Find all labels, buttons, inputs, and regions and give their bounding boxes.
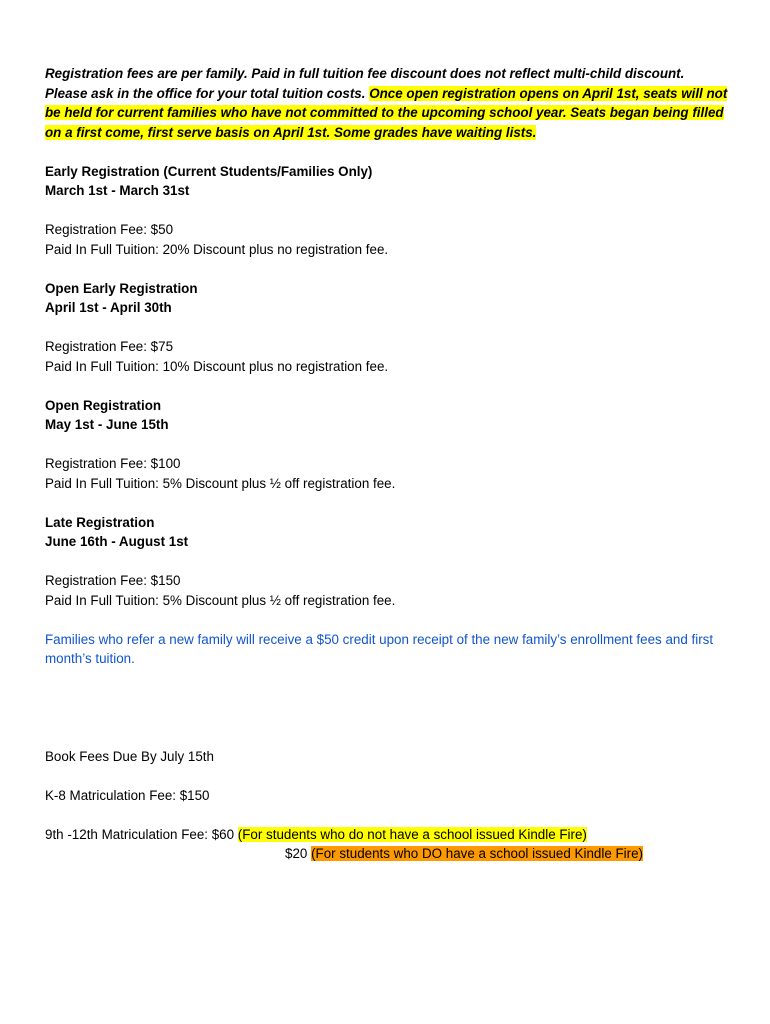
section-details xyxy=(45,337,730,376)
intro-paragraph xyxy=(45,64,730,142)
section-details xyxy=(45,571,730,610)
hs-fee-label: 9th -12th Matriculation Fee: $60 xyxy=(45,826,238,842)
hs-fee-note-no-kindle: (For students who do not have a school issued Kindle Fire) xyxy=(237,826,587,842)
intro-highlighted-text: Once open registration opens on April 1st, seats will not be held for current families who have not committed to the upcoming school year. Seats began being filled on a first come, first serve basis on April 1st. Some grades have waiting lists. xyxy=(45,85,728,140)
book-fees-due: Book Fees Due By July 15th xyxy=(45,748,214,764)
registration-fee: Registration Fee: $150 xyxy=(45,573,181,588)
section-dates: April 1st - April 30th xyxy=(45,300,172,315)
referral-note: Families who refer a new family will receive a $50 credit upon receipt of the new family’s enrollment fees and first month’s tuition. xyxy=(45,631,714,666)
intro-plain-text: Registration fees are per family. Paid in full tuition fee discount does not reflect multi-child discount. Please ask in the office for your total tuition costs. xyxy=(45,66,685,101)
high-school-matriculation-fee xyxy=(45,825,730,864)
hs-fee-line-1 xyxy=(45,825,730,845)
registration-fee: Registration Fee: $50 xyxy=(45,222,174,237)
section-dates: May 1st - June 15th xyxy=(45,417,169,432)
section-title: Open Early Registration xyxy=(45,280,198,296)
registration-section-early xyxy=(45,162,730,260)
registration-fee: Registration Fee: $100 xyxy=(45,456,181,471)
tuition-discount: Paid In Full Tuition: 20% Discount plus no registration fee. xyxy=(45,241,389,257)
section-title: Late Registration xyxy=(45,514,155,530)
section-dates: June 16th - August 1st xyxy=(45,534,189,549)
tuition-discount: Paid In Full Tuition: 5% Discount plus ½ off registration fee. xyxy=(45,592,396,608)
registration-section-open-early xyxy=(45,279,730,377)
tuition-discount: Paid In Full Tuition: 5% Discount plus ½ off registration fee. xyxy=(45,475,396,491)
registration-fee: Registration Fee: $75 xyxy=(45,339,174,354)
k8-matriculation-fee: K-8 Matriculation Fee: $150 xyxy=(45,787,210,803)
section-title: Open Registration xyxy=(45,397,162,413)
hs-fee-line-2 xyxy=(45,844,730,864)
registration-section-late xyxy=(45,513,730,611)
section-title: Early Registration (Current Students/Families Only) xyxy=(45,163,373,179)
tuition-discount: Paid In Full Tuition: 10% Discount plus no registration fee. xyxy=(45,358,389,374)
registration-section-open xyxy=(45,396,730,494)
section-details xyxy=(45,454,730,493)
section-dates: March 1st - March 31st xyxy=(45,183,190,198)
section-details xyxy=(45,220,730,259)
hs-fee-amount-with-kindle: $20 xyxy=(285,846,312,861)
hs-fee-note-with-kindle: (For students who DO have a school issued Kindle Fire) xyxy=(311,846,644,861)
